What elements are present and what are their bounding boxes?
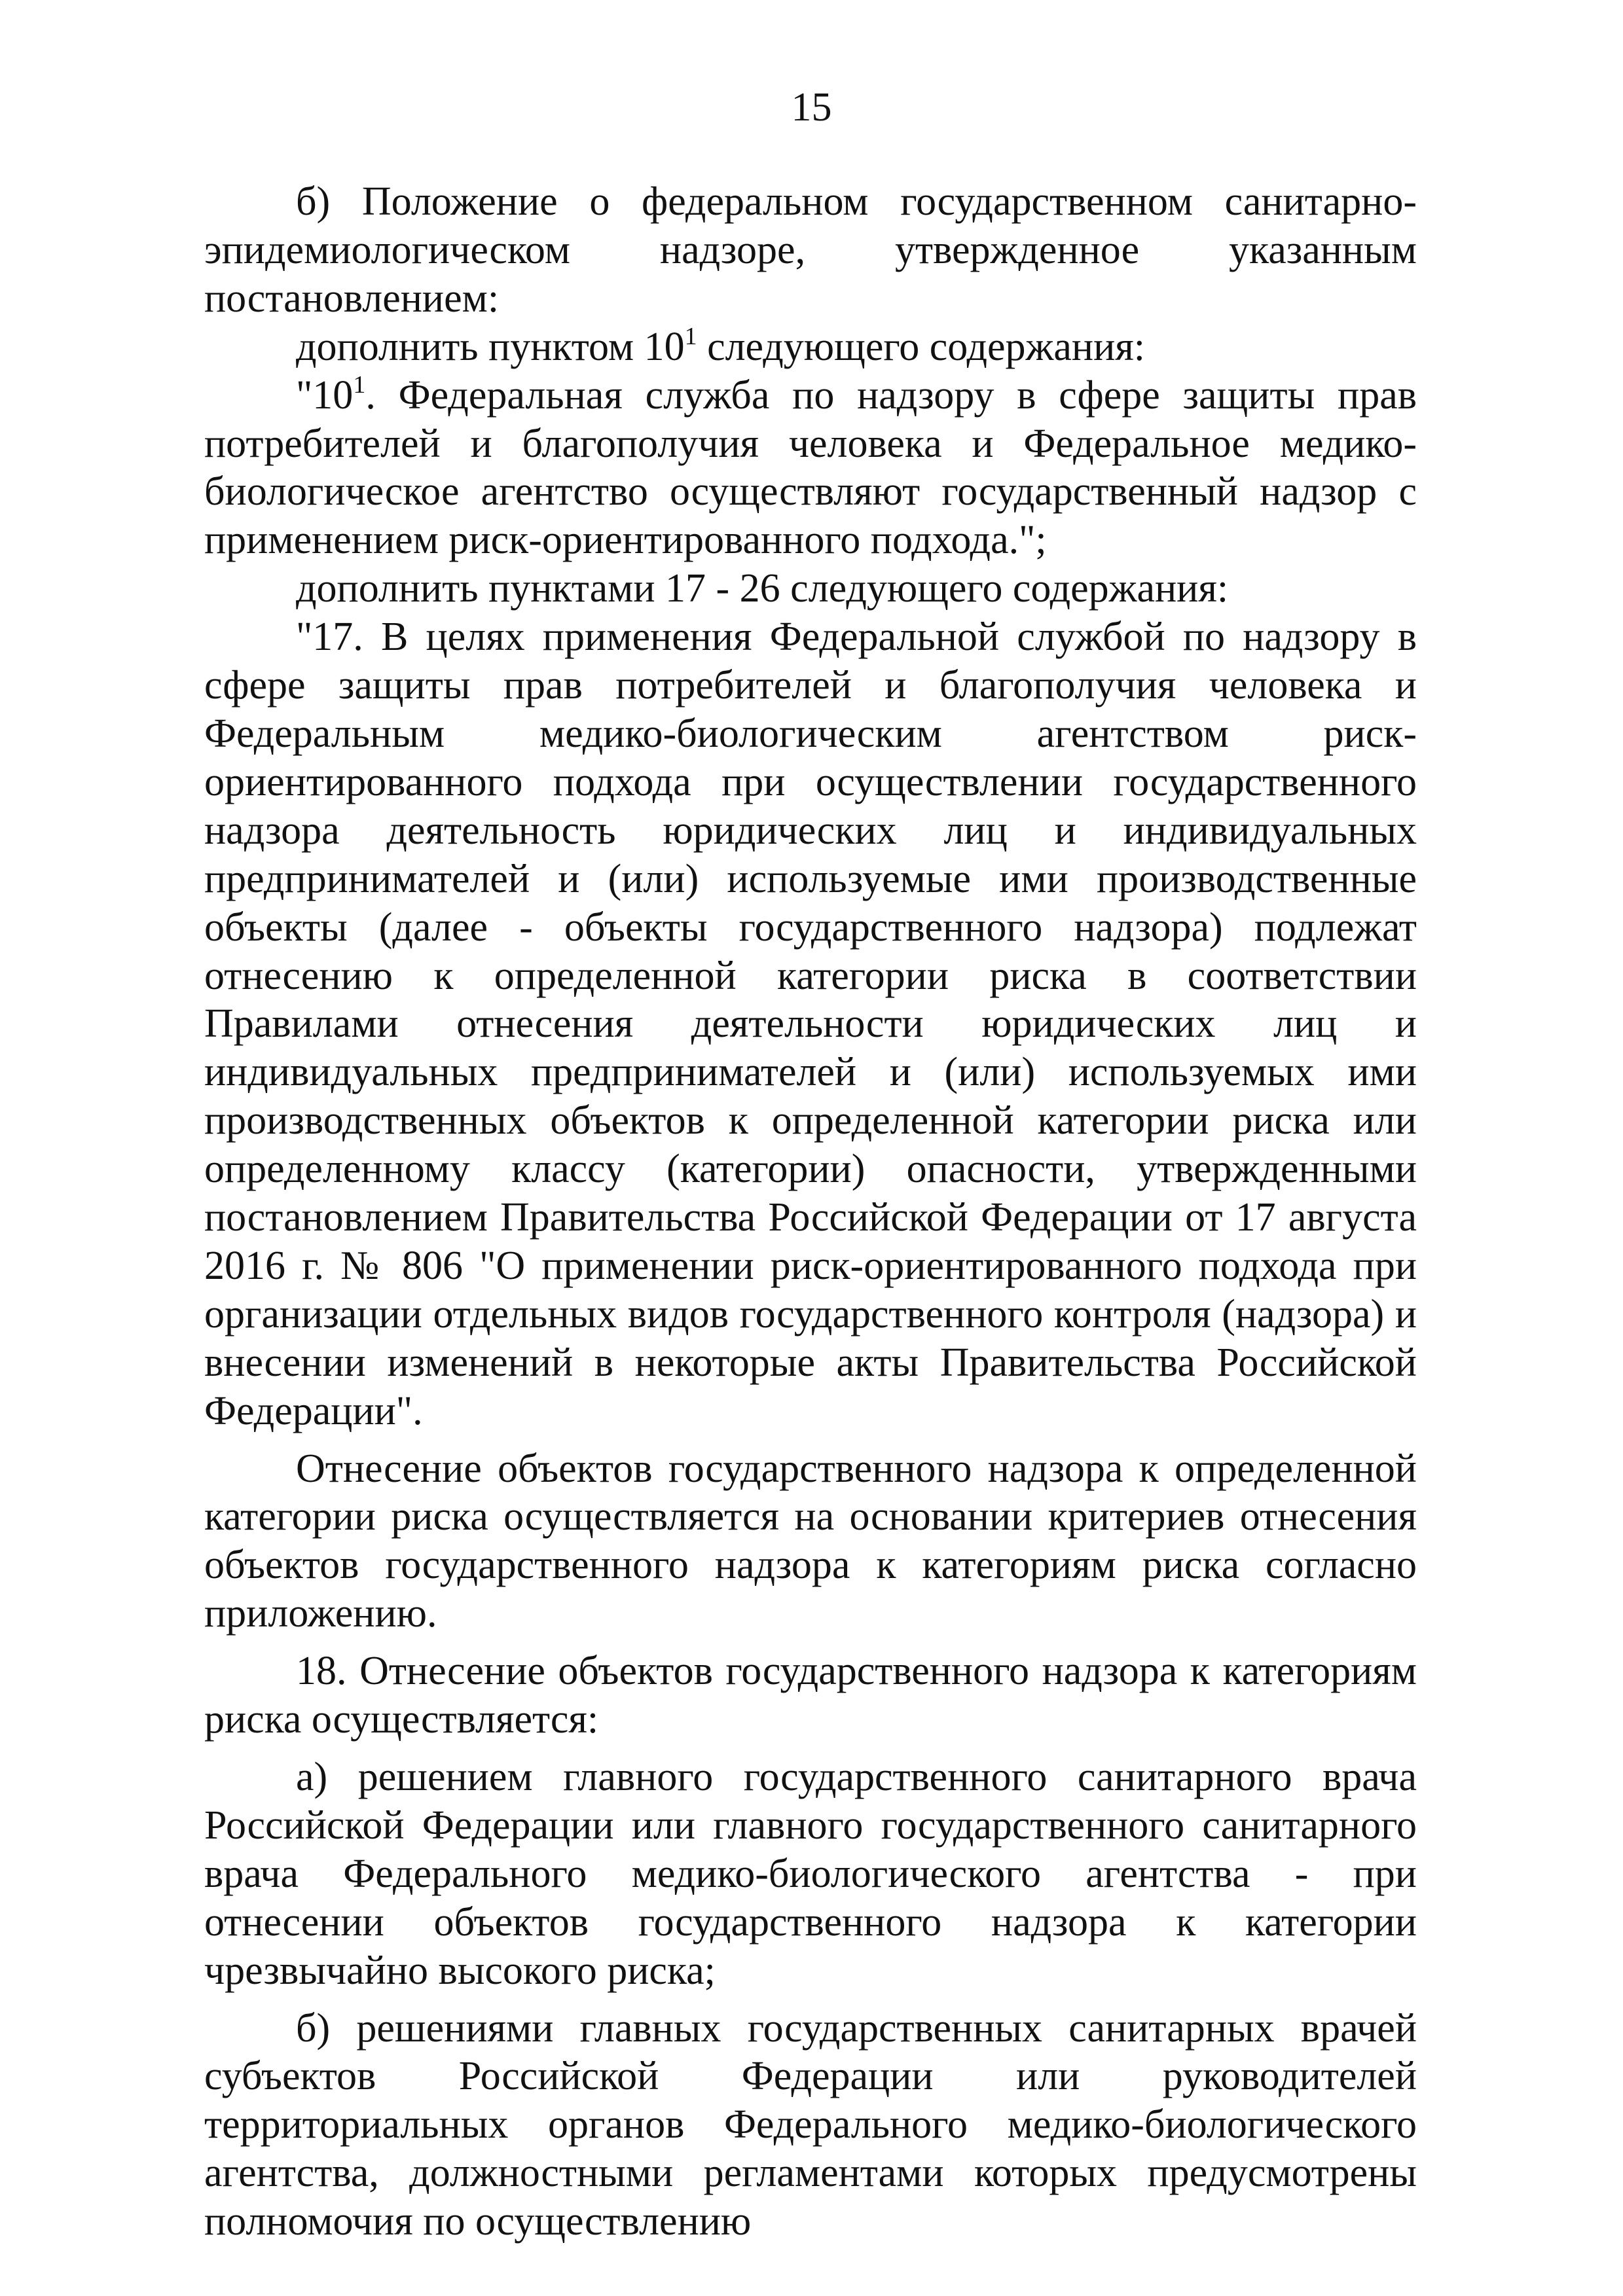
paragraph-point-18: 18. Отнесение объектов государственного надзора к категориям риска осуществляется:: [204, 1649, 1417, 1742]
paragraph-text: . Федеральная служба по надзору в сфере защиты прав потребителей и благополучия человека и Федеральное медико-биологическое агентство осуществляют государственный надзор с применением риск-ориентированного подхода.";: [204, 372, 1417, 563]
paragraph-item-b: б) Положение о федеральном государственном санитарно-эпидемиологическом надзоре, утвержденное указанным постановлением:: [204, 179, 1417, 321]
superscript: 1: [684, 322, 697, 350]
document-body: [204, 178, 1417, 2246]
paragraph-text: дополнить пунктом 10: [296, 324, 685, 369]
paragraph-point-10-1: [204, 372, 1417, 565]
paragraph-add-point-10-1: [204, 323, 1417, 372]
paragraph-text: следующего содержания:: [697, 324, 1145, 369]
page-number: 15: [791, 85, 832, 130]
paragraph-subitem-b: б) решениями главных государственных санитарных врачей субъектов Российской Федерации или руководителей территориальных органов Федерального медико-биологического агентства, должностными регламентами которых предусмотрены полномочия по осуществлению: [204, 2005, 1417, 2244]
paragraph-subitem-a: а) решением главного государственного санитарного врача Российской Федерации или главного государственного санитарного врача Федерального медико-биологического агентства - при отнесении объектов государственного надзора к категории чрезвычайно высокого риска;: [204, 1755, 1417, 1993]
paragraph-text: "10: [296, 372, 354, 418]
paragraph-add-points-17-26: дополнить пунктами 17 - 26 следующего содержания:: [296, 566, 1229, 611]
superscript: 1: [353, 370, 366, 399]
paragraph-point-17: "17. В целях применения Федеральной службой по надзору в сфере защиты прав потребителей и благополучия человека и Федеральным медико-биологическим агентством риск-ориентированного подхода при осуществлении государственного надзора деятельность юридических лиц и индивидуальных предпринимателей и (или) используемые ими производственные объекты (далее - объекты государственного надзора) подлежат отнесению к определенной категории риска в соответствии Правилами отнесения деятельности юридических лиц и индивидуальных предпринимателей и (или) используемых ими производственных объектов к определенной категории риска или определенному классу (категории) опасности, утвержденными постановлением Правительства Российской Федерации от 17 августа 2016 г. № 806 "О применении риск-ориентированного подхода при организации отдельных видов государственного контроля (надзора) и внесении изменений в некоторые акты Правительства Российской Федерации".: [204, 615, 1417, 1433]
paragraph-risk-assignment: Отнесение объектов государственного надзора к определенной категории риска осуществляется на основании критериев отнесения объектов государственного надзора к категориям риска согласно приложению.: [204, 1446, 1417, 1636]
